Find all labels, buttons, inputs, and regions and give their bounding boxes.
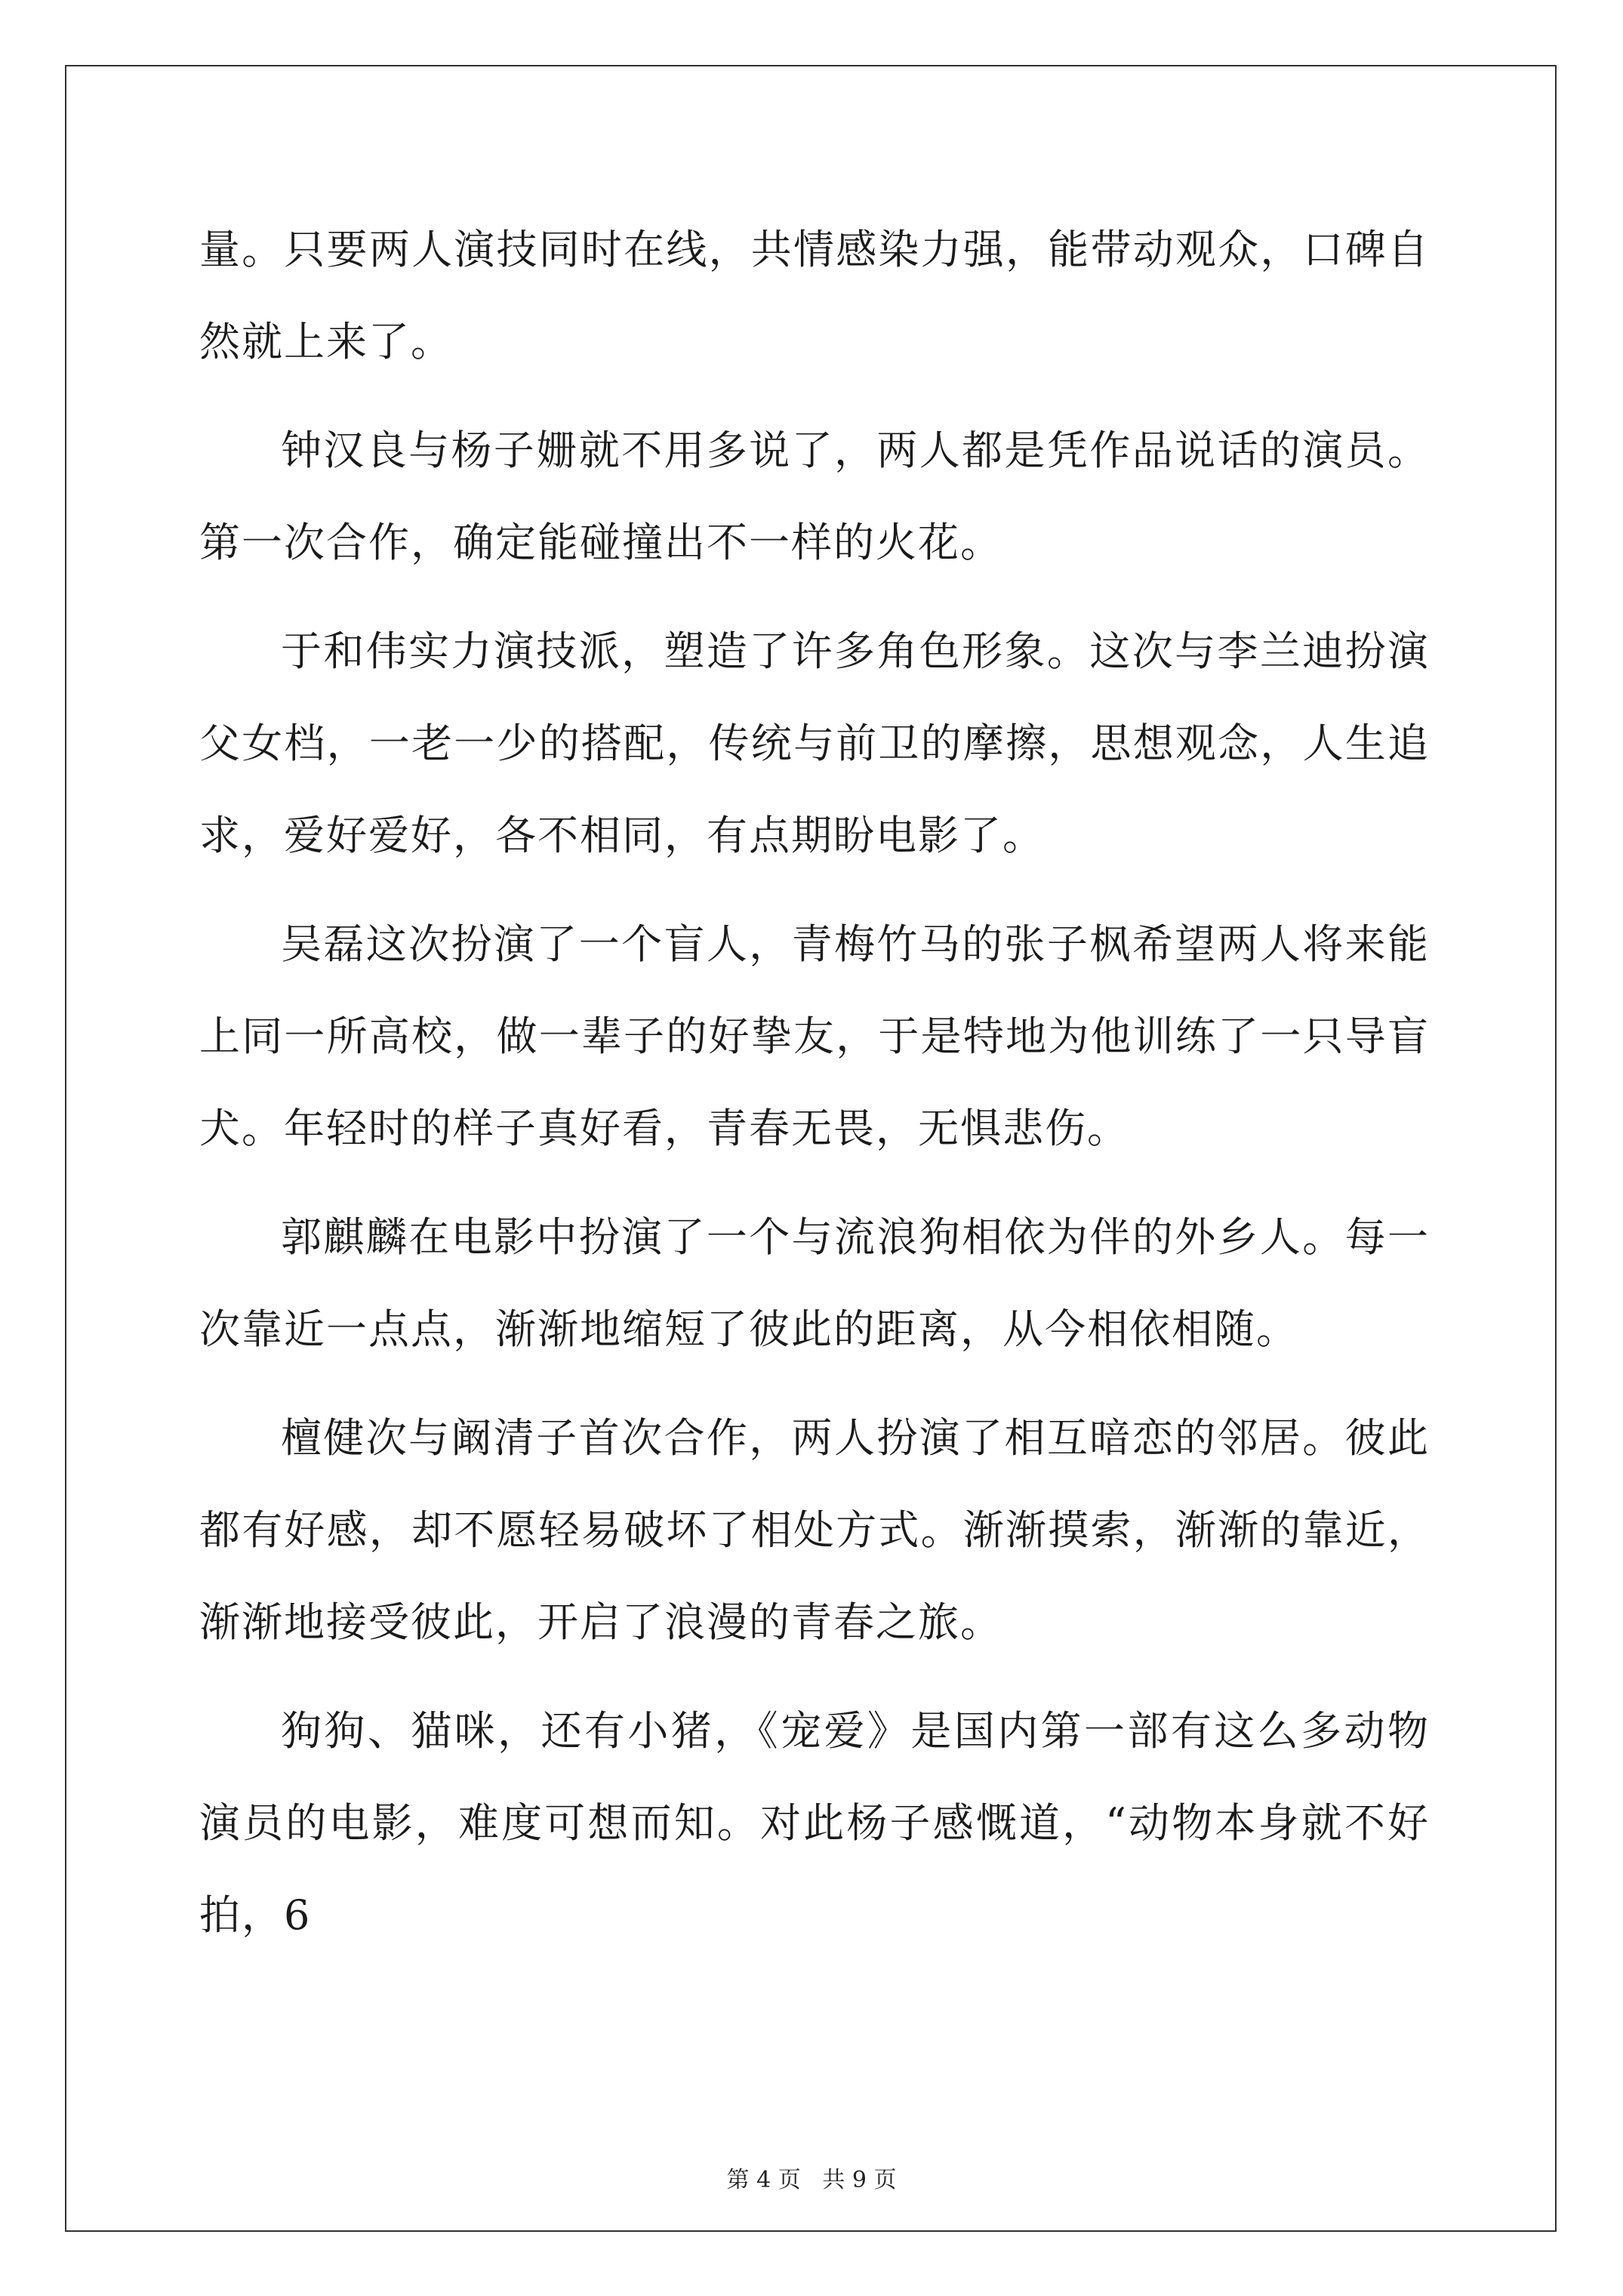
- paragraph: 量。只要两人演技同时在线，共情感染力强，能带动观众，口碑自然就上来了。: [199, 226, 1430, 365]
- paragraph: 于和伟实力演技派，塑造了许多角色形象。这次与李兰迪扮演父女档，一老一少的搭配，传统与前卫的摩擦，思想观念，人生追求，爱好爱好，各不相同，有点期盼电影了。: [199, 627, 1430, 859]
- paragraph: 狗狗、猫咪，还有小猪，《宠爱》是国内第一部有这么多动物演员的电影，难度可想而知。对此杨子感慨道，“动物本身就不好拍，6: [199, 1707, 1430, 1939]
- paragraph: 吴磊这次扮演了一个盲人，青梅竹马的张子枫希望两人将来能上同一所高校，做一辈子的好挚友，于是特地为他训练了一只导盲犬。年轻时的样子真好看，青春无畏，无惧悲伤。: [199, 920, 1430, 1152]
- paragraph: 钟汉良与杨子姗就不用多说了，两人都是凭作品说话的演员。第一次合作，确定能碰撞出不一样的火花。: [199, 427, 1430, 566]
- page-footer: 第 4 页 共 9 页: [726, 2167, 897, 2193]
- document-body: [199, 204, 1430, 1978]
- paragraph: 郭麒麟在电影中扮演了一个与流浪狗相依为伴的外乡人。每一次靠近一点点，渐渐地缩短了彼此的距离，从今相依相随。: [199, 1213, 1430, 1353]
- paragraph: 檀健次与阚清子首次合作，两人扮演了相互暗恋的邻居。彼此都有好感，却不愿轻易破坏了相处方式。渐渐摸索，渐渐的靠近，渐渐地接受彼此，开启了浪漫的青春之旅。: [199, 1414, 1430, 1646]
